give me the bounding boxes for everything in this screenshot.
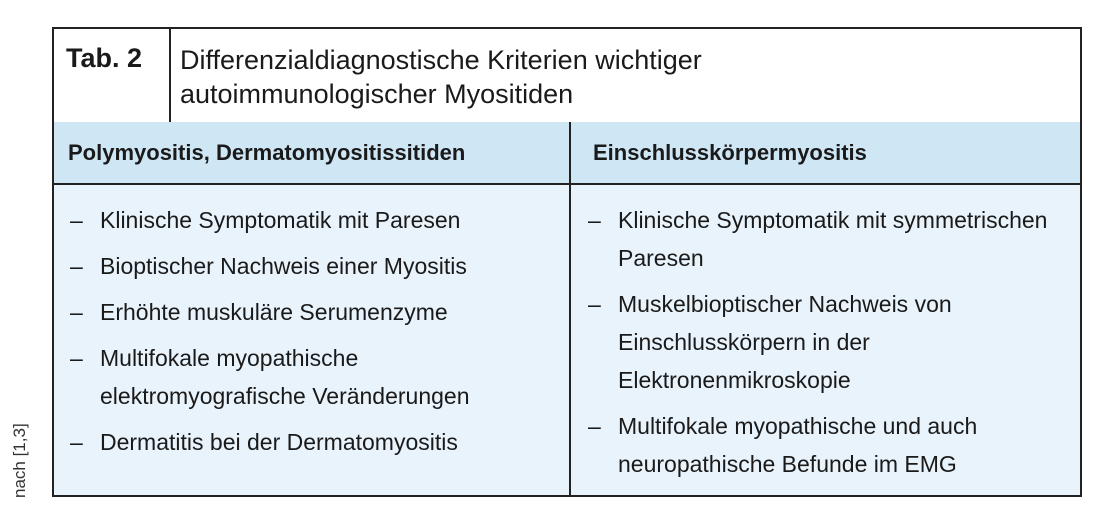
list-item — [70, 201, 560, 239]
table-title — [180, 43, 1070, 111]
bullet-dash: – — [70, 429, 83, 455]
column-header-einschlusskoerpermyositis: Einschlusskörpermyositis — [593, 140, 867, 165]
list-item-text: Klinische Symptomatik mit symmetrischen Paresen — [618, 207, 1048, 271]
table-title-line: Differenzialdiagnostische Kriterien wichtiger — [180, 45, 702, 75]
list-item-text: Multifokale myopathische und auch neuropathische Befunde im EMG — [618, 413, 978, 477]
column-divider — [569, 185, 571, 495]
column-polymyositis — [70, 201, 560, 469]
bullet-dash: – — [70, 207, 83, 233]
list-item-text: Muskelbioptischer Nachweis von Einschlusskörpern in der Elektronenmikroskopie — [618, 291, 952, 393]
list-item-text: Dermatitis bei der Dermatomyositis — [100, 429, 458, 455]
bullet-dash: – — [70, 299, 83, 325]
table-title-line: autoimmunologischer Myositiden — [180, 79, 574, 109]
table-body-row — [54, 185, 1080, 495]
bullet-dash: – — [588, 413, 601, 439]
list-item — [588, 285, 1068, 399]
bullet-dash: – — [70, 345, 83, 371]
bullet-dash: – — [588, 291, 601, 317]
bullet-dash: – — [588, 207, 601, 233]
source-note: nach [1,3] — [10, 423, 29, 498]
list-item-text: Bioptischer Nachweis einer Myositis — [100, 253, 467, 279]
table-title-row — [54, 29, 1080, 124]
list-item-text: Multifokale myopathische elektromyografische Veränderungen — [100, 345, 470, 409]
list-item — [588, 201, 1068, 277]
list-item — [70, 293, 560, 331]
table-label: Tab. 2 — [54, 29, 171, 122]
list-item-text: Erhöhte muskuläre Serumenzyme — [100, 299, 448, 325]
list-item — [70, 423, 560, 461]
table-header-row — [54, 122, 1080, 185]
criteria-table — [52, 27, 1082, 497]
list-item — [70, 339, 560, 415]
bullet-dash: – — [70, 253, 83, 279]
column-header-polymyositis: Polymyositis, Dermatomyositissitiden — [54, 122, 571, 183]
list-item-text: Klinische Symptomatik mit Paresen — [100, 207, 461, 233]
list-item — [70, 247, 560, 285]
list-item — [588, 407, 1068, 483]
column-einschlusskoerpermyositis — [588, 201, 1068, 491]
